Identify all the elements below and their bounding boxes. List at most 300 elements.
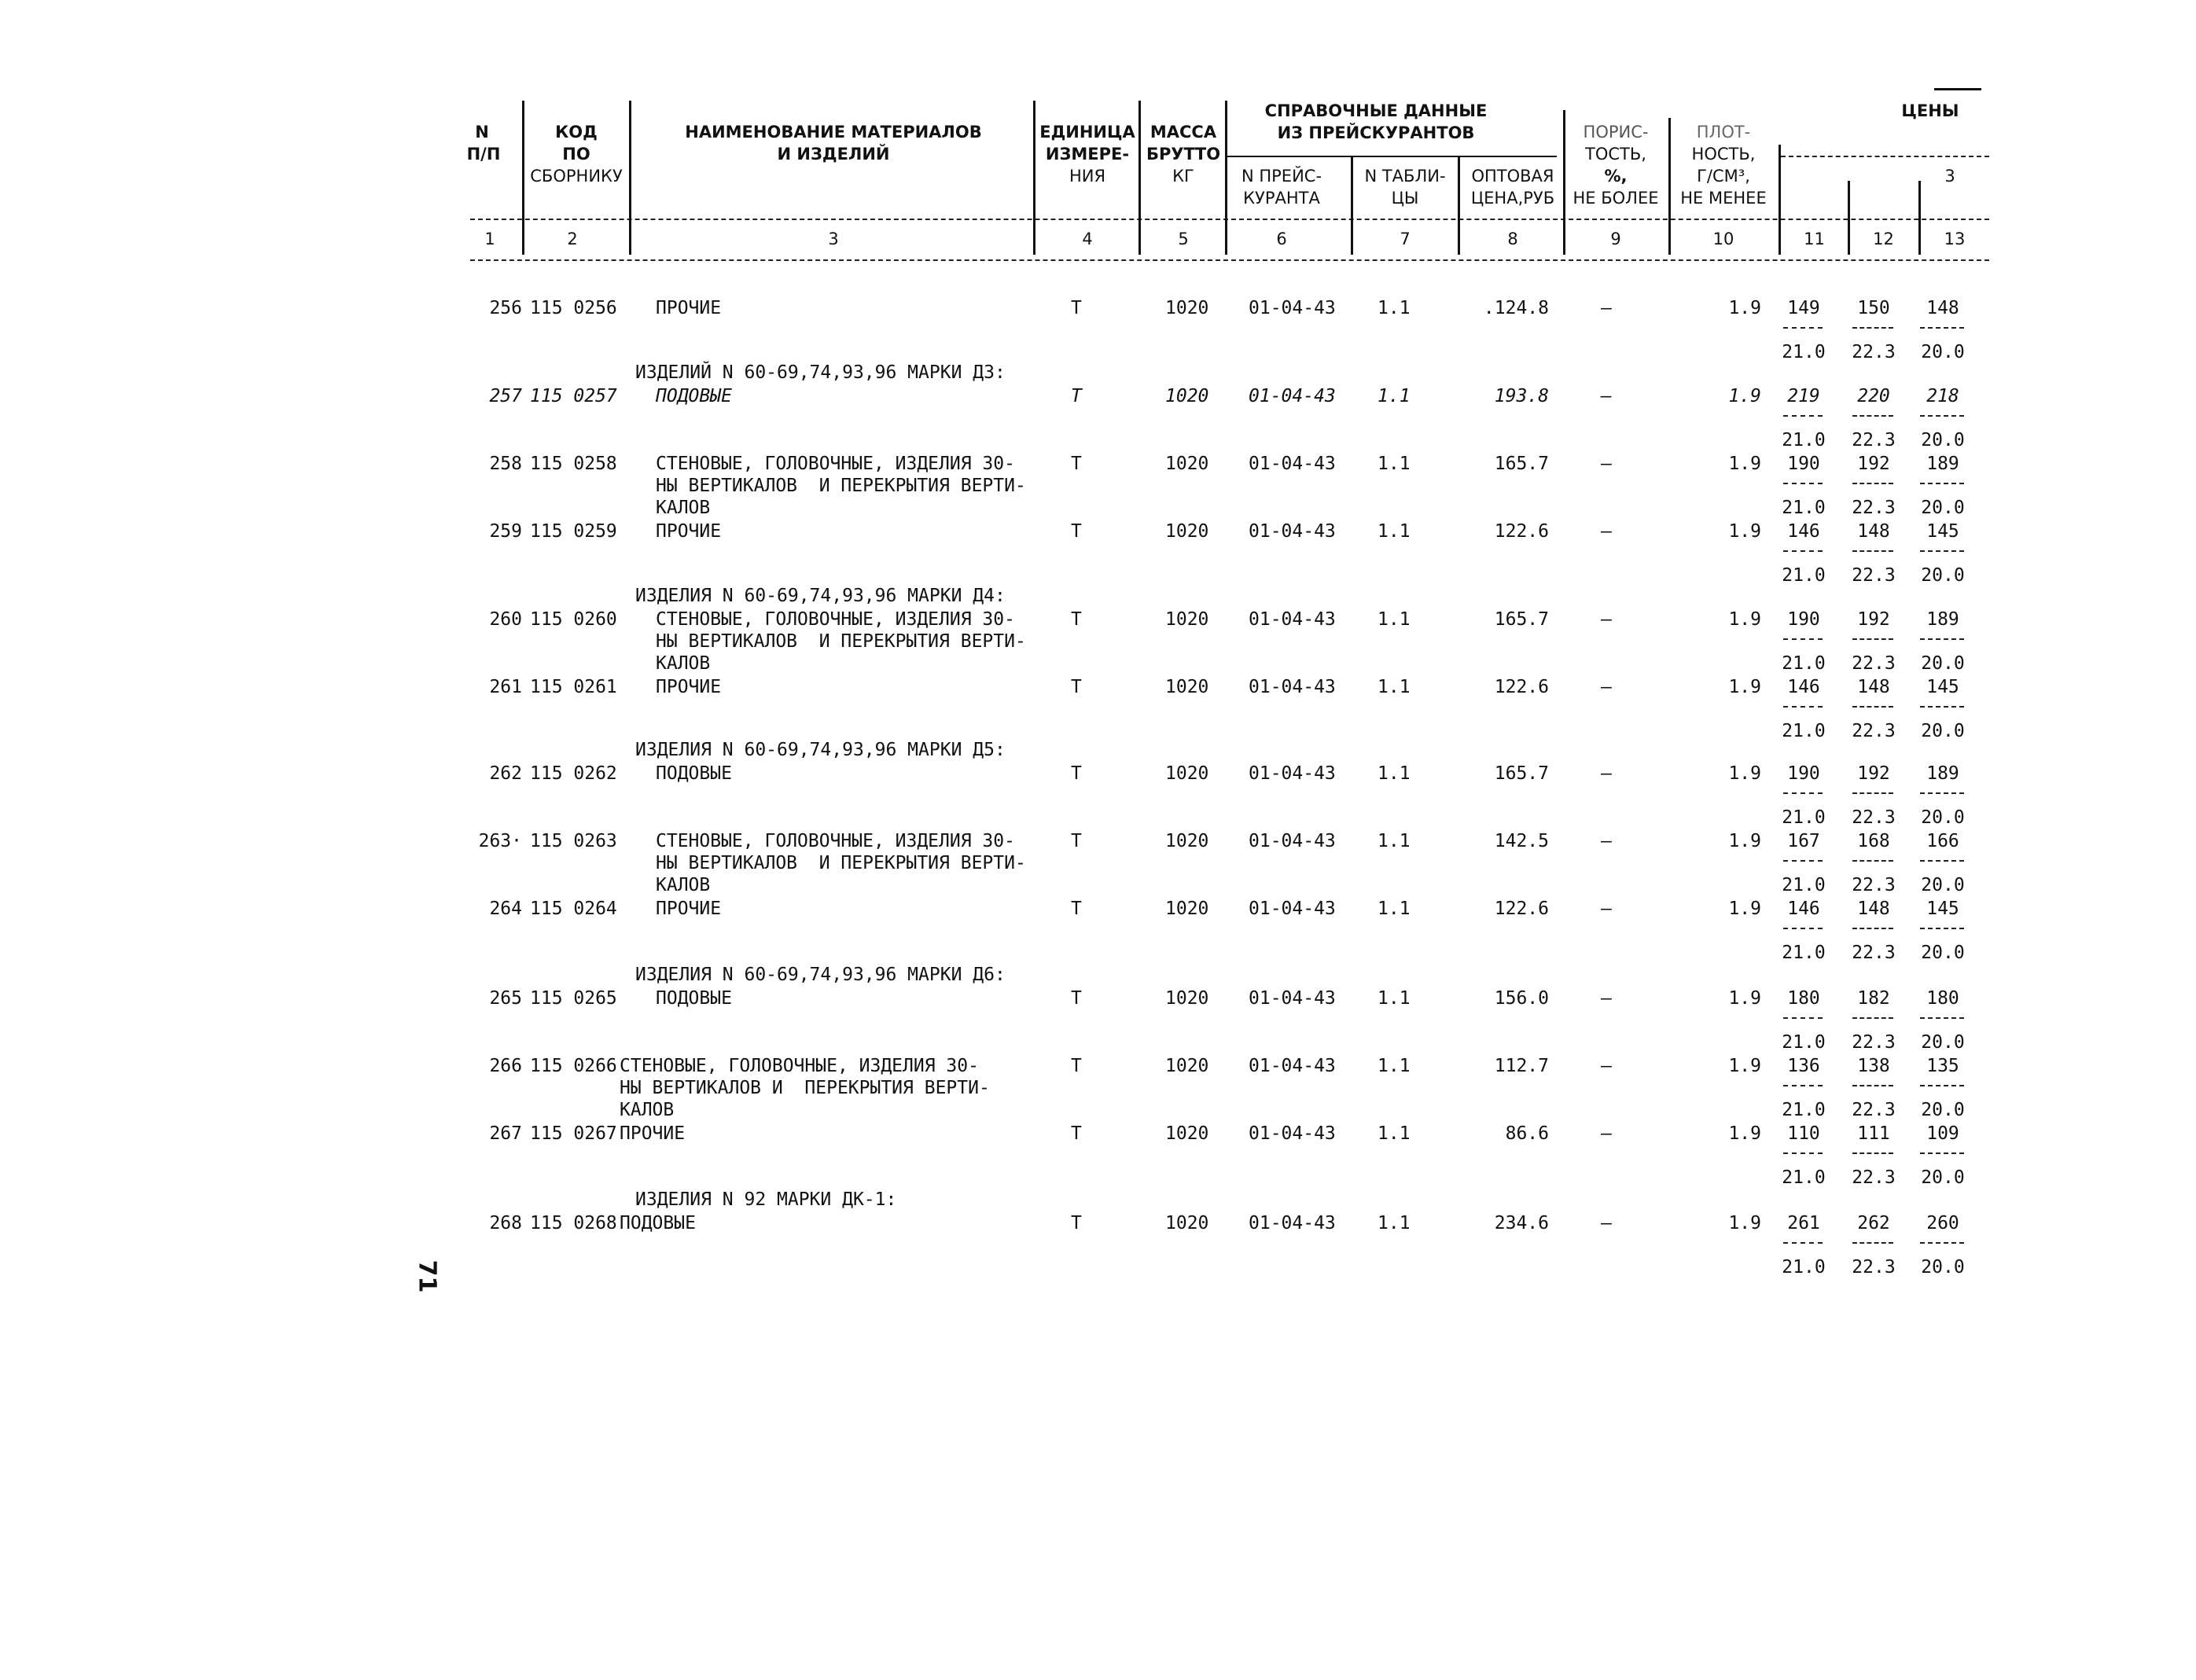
cell-mass: 1020: [1165, 1123, 1209, 1144]
vsep-9: [1668, 118, 1671, 255]
vsep-12: [1918, 181, 1921, 255]
vsep-8: [1563, 110, 1565, 255]
cell-mass: 1020: [1165, 899, 1209, 919]
cell-unit: Т: [1071, 899, 1082, 919]
cell-n: 268: [489, 1213, 522, 1233]
cell-p11: 190: [1787, 763, 1820, 784]
cell-unit: Т: [1071, 763, 1082, 784]
cell-por: –: [1601, 298, 1612, 318]
header-c8-line2: ЦЕНА,РУБ: [1470, 189, 1555, 208]
cell-code: 115 0262: [530, 763, 617, 784]
colnum-9: 9: [1610, 230, 1621, 248]
colnum-12: 12: [1873, 230, 1894, 248]
cell-q13: 20.0: [1921, 807, 1965, 828]
header-c10-line1: ПЛОТ-: [1696, 123, 1751, 142]
cell-q11: 21.0: [1782, 430, 1826, 450]
cell-dens: 1.9: [1728, 609, 1761, 630]
cell-p11: 146: [1787, 521, 1820, 542]
cell-unit: Т: [1071, 386, 1082, 406]
cell-dens: 1.9: [1728, 386, 1761, 406]
fraction-bar: [1852, 928, 1893, 929]
header-c2-line3: СБОРНИКУ: [530, 167, 623, 186]
cell-por: –: [1601, 609, 1612, 630]
cell-p12: 220: [1857, 386, 1890, 406]
cell-por: –: [1601, 521, 1612, 542]
header-c6-line1: N ПРЕЙС-: [1241, 167, 1322, 186]
cell-p12: 148: [1857, 521, 1890, 542]
cell-code: 115 0260: [530, 609, 617, 630]
cell-name-line: ПОДОВЫЕ: [656, 386, 732, 406]
fraction-bar: [1783, 928, 1823, 929]
fraction-bar: [1783, 860, 1823, 862]
cell-unit: Т: [1071, 677, 1082, 697]
fraction-bar: [1852, 706, 1893, 708]
cell-pk: 01-04-43: [1249, 831, 1336, 851]
cell-p11: 190: [1787, 609, 1820, 630]
cell-code: 115 0268: [530, 1213, 617, 1233]
cell-mass: 1020: [1165, 609, 1209, 630]
cell-name-line: НЫ ВЕРТИКАЛОВ И ПЕРЕКРЫТИЯ ВЕРТИ-: [656, 853, 1026, 873]
cell-p13: 218: [1926, 386, 1959, 406]
cell-q11: 21.0: [1782, 1032, 1826, 1053]
cell-tab: 1.1: [1378, 521, 1411, 542]
cell-dens: 1.9: [1728, 831, 1761, 851]
cell-p13: 166: [1926, 831, 1959, 851]
cell-mass: 1020: [1165, 521, 1209, 542]
cell-p11: 219: [1787, 386, 1820, 406]
cell-p13: 145: [1926, 521, 1959, 542]
cell-q13: 20.0: [1921, 875, 1965, 895]
fraction-bar: [1920, 928, 1964, 929]
cell-p11: 167: [1787, 831, 1820, 851]
cell-por: –: [1601, 831, 1612, 851]
cell-dens: 1.9: [1728, 1123, 1761, 1144]
header-c3-line2: И ИЗДЕЛИЙ: [777, 145, 890, 164]
cell-pk: 01-04-43: [1249, 386, 1336, 406]
fraction-bar: [1920, 1017, 1964, 1019]
header-c7-line2: ЦЫ: [1391, 189, 1419, 208]
cell-n: 259: [489, 521, 522, 542]
cell-tab: 1.1: [1378, 609, 1411, 630]
cell-pk: 01-04-43: [1249, 1123, 1336, 1144]
cell-name-line: ПРОЧИЕ: [620, 1123, 686, 1144]
fraction-bar: [1783, 550, 1823, 552]
cell-n: 265: [489, 988, 522, 1009]
cell-tab: 1.1: [1378, 454, 1411, 474]
vsep-1: [522, 101, 524, 255]
fraction-bar: [1852, 792, 1893, 794]
cell-mass: 1020: [1165, 298, 1209, 318]
colnum-2: 2: [567, 230, 578, 248]
cell-pk: 01-04-43: [1249, 609, 1336, 630]
cell-dens: 1.9: [1728, 521, 1761, 542]
cell-tab: 1.1: [1378, 899, 1411, 919]
header-c2-line1: КОД: [555, 123, 598, 142]
cell-name-line: ПРОЧИЕ: [656, 677, 722, 697]
cell-tab: 1.1: [1378, 386, 1411, 406]
cell-p12: 192: [1857, 609, 1890, 630]
colnum-4: 4: [1082, 230, 1093, 248]
cell-name-line: ПОДОВЫЕ: [656, 763, 732, 784]
cell-tab: 1.1: [1378, 988, 1411, 1009]
cell-q11: 21.0: [1782, 943, 1826, 963]
cell-unit: Т: [1071, 1123, 1082, 1144]
fraction-bar: [1783, 1085, 1823, 1086]
page-number: 71: [413, 1259, 441, 1293]
cell-por: –: [1601, 1056, 1612, 1076]
cell-q11: 21.0: [1782, 807, 1826, 828]
cell-q12: 22.3: [1852, 1032, 1896, 1053]
cell-name-line: НЫ ВЕРТИКАЛОВ И ПЕРЕКРЫТИЯ ВЕРТИ-: [656, 631, 1026, 652]
cell-por: –: [1601, 386, 1612, 406]
cell-dens: 1.9: [1728, 298, 1761, 318]
cell-name-line: НЫ ВЕРТИКАЛОВ И ПЕРЕКРЫТИЯ ВЕРТИ-: [620, 1078, 990, 1098]
cell-dens: 1.9: [1728, 677, 1761, 697]
group-heading: ИЗДЕЛИЯ N 92 МАРКИ ДК-1:: [635, 1189, 897, 1210]
cell-p11: 110: [1787, 1123, 1820, 1144]
cell-q13: 20.0: [1921, 653, 1965, 674]
cell-p13: 189: [1926, 763, 1959, 784]
colnum-3: 3: [828, 230, 839, 248]
cell-price: 165.7: [1494, 763, 1549, 784]
cell-dens: 1.9: [1728, 899, 1761, 919]
cell-q12: 22.3: [1852, 653, 1896, 674]
cell-code: 115 0264: [530, 899, 617, 919]
cell-n: 267: [489, 1123, 522, 1144]
cell-mass: 1020: [1165, 831, 1209, 851]
cell-q11: 21.0: [1782, 498, 1826, 518]
cell-mass: 1020: [1165, 386, 1209, 406]
cell-q12: 22.3: [1852, 721, 1896, 741]
cell-price: 142.5: [1494, 831, 1549, 851]
cell-p12: 150: [1857, 298, 1890, 318]
cell-por: –: [1601, 454, 1612, 474]
cell-pk: 01-04-43: [1249, 1213, 1336, 1233]
cell-mass: 1020: [1165, 763, 1209, 784]
colnum-5: 5: [1178, 230, 1189, 248]
fraction-bar: [1920, 550, 1964, 552]
cell-dens: 1.9: [1728, 454, 1761, 474]
cell-dens: 1.9: [1728, 1213, 1761, 1233]
cell-por: –: [1601, 1213, 1612, 1233]
cell-code: 115 0266: [530, 1056, 617, 1076]
cell-q11: 21.0: [1782, 1167, 1826, 1188]
cell-n: 262: [489, 763, 522, 784]
vsep-11: [1848, 181, 1850, 255]
cell-tab: 1.1: [1378, 831, 1411, 851]
header-prices-title: ЦЕНЫ: [1901, 101, 1959, 120]
cell-price: 122.6: [1494, 677, 1549, 697]
cell-q11: 21.0: [1782, 1100, 1826, 1120]
cell-price: 122.6: [1494, 521, 1549, 542]
cell-price: 165.7: [1494, 454, 1549, 474]
cell-code: 115 0257: [530, 386, 617, 406]
colnum-8: 8: [1507, 230, 1518, 248]
cell-pk: 01-04-43: [1249, 899, 1336, 919]
cell-tab: 1.1: [1378, 1056, 1411, 1076]
cell-pk: 01-04-43: [1249, 677, 1336, 697]
cell-p11: 190: [1787, 454, 1820, 474]
cell-p12: 192: [1857, 763, 1890, 784]
cell-n: 261: [489, 677, 522, 697]
cell-p11: 180: [1787, 988, 1820, 1009]
fraction-bar: [1783, 1152, 1823, 1154]
cell-mass: 1020: [1165, 988, 1209, 1009]
cell-name-line: НЫ ВЕРТИКАЛОВ И ПЕРЕКРЫТИЯ ВЕРТИ-: [656, 476, 1026, 496]
cell-p12: 148: [1857, 677, 1890, 697]
header-c10-line3: Г/СМ³,: [1697, 167, 1750, 186]
fraction-bar: [1783, 415, 1823, 417]
cell-dens: 1.9: [1728, 763, 1761, 784]
cell-unit: Т: [1071, 831, 1082, 851]
cell-name-line: ПРОЧИЕ: [656, 521, 722, 542]
cell-n: 263·: [478, 831, 522, 851]
colnum-7: 7: [1400, 230, 1411, 248]
cell-p11: 261: [1787, 1213, 1820, 1233]
cell-name-line: КАЛОВ: [656, 875, 711, 895]
fraction-bar: [1852, 483, 1893, 484]
cell-code: 115 0265: [530, 988, 617, 1009]
cell-q12: 22.3: [1852, 565, 1896, 586]
cell-p13: 189: [1926, 609, 1959, 630]
cell-name-line: КАЛОВ: [620, 1100, 675, 1120]
cell-price: 193.8: [1494, 386, 1549, 406]
cell-price: .124.8: [1483, 298, 1549, 318]
cell-name-line: ПОДОВЫЕ: [656, 988, 732, 1009]
header-c678-title1: СПРАВОЧНЫЕ ДАННЫЕ: [1264, 101, 1488, 120]
fraction-bar: [1783, 792, 1823, 794]
cell-por: –: [1601, 763, 1612, 784]
vsep-6: [1351, 157, 1353, 255]
cell-dens: 1.9: [1728, 1056, 1761, 1076]
header-c9-line2: ТОСТЬ,: [1585, 145, 1646, 164]
fraction-bar: [1920, 415, 1964, 417]
fraction-bar: [1783, 706, 1823, 708]
cell-q11: 21.0: [1782, 653, 1826, 674]
cell-p13: 109: [1926, 1123, 1959, 1144]
cell-q13: 20.0: [1921, 342, 1965, 362]
cell-p12: 262: [1857, 1213, 1890, 1233]
cell-p11: 146: [1787, 899, 1820, 919]
cell-code: 115 0263: [530, 831, 617, 851]
cell-pk: 01-04-43: [1249, 454, 1336, 474]
cell-pk: 01-04-43: [1249, 763, 1336, 784]
fraction-bar: [1852, 1242, 1893, 1244]
group-heading: ИЗДЕЛИЯ N 60-69,74,93,96 МАРКИ Д6:: [635, 965, 1006, 985]
cell-p11: 149: [1787, 298, 1820, 318]
header-c2-line2: ПО: [562, 145, 590, 164]
fraction-bar: [1920, 792, 1964, 794]
cell-q13: 20.0: [1921, 498, 1965, 518]
cell-mass: 1020: [1165, 1213, 1209, 1233]
cell-q11: 21.0: [1782, 875, 1826, 895]
cell-q11: 21.0: [1782, 1257, 1826, 1277]
cell-p12: 168: [1857, 831, 1890, 851]
cell-code: 115 0259: [530, 521, 617, 542]
header-c9-line3: %,: [1604, 167, 1628, 186]
fraction-bar: [1920, 706, 1964, 708]
cell-q12: 22.3: [1852, 875, 1896, 895]
cell-p12: 182: [1857, 988, 1890, 1009]
cell-tab: 1.1: [1378, 1123, 1411, 1144]
cell-name-line: СТЕНОВЫЕ, ГОЛОВОЧНЫЕ, ИЗДЕЛИЯ 30-: [656, 609, 1015, 630]
cell-q13: 20.0: [1921, 1167, 1965, 1188]
cell-dens: 1.9: [1728, 988, 1761, 1009]
fraction-bar: [1783, 638, 1823, 640]
fraction-bar: [1852, 1152, 1893, 1154]
cell-code: 115 0256: [530, 298, 617, 318]
cell-tab: 1.1: [1378, 763, 1411, 784]
fraction-bar: [1920, 327, 1964, 329]
fraction-bar: [1783, 1242, 1823, 1244]
colnum-6: 6: [1276, 230, 1287, 248]
cell-p13: 189: [1926, 454, 1959, 474]
cell-por: –: [1601, 1123, 1612, 1144]
cell-q13: 20.0: [1921, 1032, 1965, 1053]
cell-name-line: ПРОЧИЕ: [656, 899, 722, 919]
cell-pk: 01-04-43: [1249, 521, 1336, 542]
header-rule-2: [470, 259, 1989, 261]
cell-n: 257: [489, 386, 522, 406]
header-c4-line1: ЕДИНИЦА: [1039, 123, 1135, 142]
cell-q13: 20.0: [1921, 1257, 1965, 1277]
fraction-bar: [1852, 415, 1893, 417]
cell-p12: 111: [1857, 1123, 1890, 1144]
cell-q11: 21.0: [1782, 342, 1826, 362]
cell-price: 156.0: [1494, 988, 1549, 1009]
header-c8-line1: ОПТОВАЯ: [1471, 167, 1554, 186]
fraction-bar: [1920, 1242, 1964, 1244]
fraction-bar: [1920, 638, 1964, 640]
vsep-4: [1138, 101, 1141, 255]
cell-unit: Т: [1071, 521, 1082, 542]
cell-q12: 22.3: [1852, 1100, 1896, 1120]
header-c7-line1: N ТАБЛИ-: [1364, 167, 1446, 186]
cell-code: 115 0261: [530, 677, 617, 697]
cell-p11: 146: [1787, 677, 1820, 697]
cell-code: 115 0267: [530, 1123, 617, 1144]
header-sub-rule: [1227, 156, 1557, 157]
header-c6-line2: КУРАНТА: [1243, 189, 1320, 208]
cell-q12: 22.3: [1852, 498, 1896, 518]
fraction-bar: [1852, 860, 1893, 862]
fraction-bar: [1852, 638, 1893, 640]
header-c678-title2: ИЗ ПРЕЙСКУРАНТОВ: [1277, 123, 1475, 142]
fraction-bar: [1783, 483, 1823, 484]
header-c10-line2: НОСТЬ,: [1691, 145, 1756, 164]
cell-unit: Т: [1071, 1213, 1082, 1233]
cell-por: –: [1601, 988, 1612, 1009]
group-heading: ИЗДЕЛИЯ N 60-69,74,93,96 МАРКИ Д4:: [635, 586, 1006, 606]
cell-q12: 22.3: [1852, 807, 1896, 828]
cell-name-line: КАЛОВ: [656, 498, 711, 518]
cell-q12: 22.3: [1852, 430, 1896, 450]
cell-q12: 22.3: [1852, 943, 1896, 963]
header-c4-line3: НИЯ: [1069, 167, 1106, 186]
cell-pk: 01-04-43: [1249, 1056, 1336, 1076]
cell-price: 165.7: [1494, 609, 1549, 630]
header-c10-line4: НЕ МЕНЕЕ: [1680, 189, 1767, 208]
cell-n: 260: [489, 609, 522, 630]
fraction-bar: [1783, 327, 1823, 329]
header-c1-line1: N: [475, 123, 489, 142]
group-heading: ИЗДЕЛИЯ N 60-69,74,93,96 МАРКИ Д5:: [635, 740, 1006, 760]
cell-n: 258: [489, 454, 522, 474]
header-c4-line2: ИЗМЕРЕ-: [1045, 145, 1130, 164]
cell-q13: 20.0: [1921, 721, 1965, 741]
cell-tab: 1.1: [1378, 677, 1411, 697]
cell-code: 115 0258: [530, 454, 617, 474]
header-rule-1: [470, 219, 1989, 220]
colnum-13: 13: [1944, 230, 1966, 248]
cell-p12: 148: [1857, 899, 1890, 919]
vsep-10: [1779, 145, 1781, 255]
cell-p13: 135: [1926, 1056, 1959, 1076]
cell-price: 122.6: [1494, 899, 1549, 919]
cell-name-line: СТЕНОВЫЕ, ГОЛОВОЧНЫЕ, ИЗДЕЛИЯ 30-: [620, 1056, 979, 1076]
cell-mass: 1020: [1165, 1056, 1209, 1076]
vsep-7: [1458, 157, 1460, 255]
cell-por: –: [1601, 899, 1612, 919]
cell-q11: 21.0: [1782, 721, 1826, 741]
cell-tab: 1.1: [1378, 298, 1411, 318]
fraction-bar: [1852, 1017, 1893, 1019]
fraction-bar: [1852, 327, 1893, 329]
cell-p13: 148: [1926, 298, 1959, 318]
vsep-2: [629, 101, 631, 255]
cell-mass: 1020: [1165, 454, 1209, 474]
cell-pk: 01-04-43: [1249, 298, 1336, 318]
cell-p13: 145: [1926, 899, 1959, 919]
fraction-bar: [1920, 483, 1964, 484]
cell-p12: 192: [1857, 454, 1890, 474]
cell-q12: 22.3: [1852, 1257, 1896, 1277]
cell-unit: Т: [1071, 454, 1082, 474]
cell-q11: 21.0: [1782, 565, 1826, 586]
cell-p12: 138: [1857, 1056, 1890, 1076]
cell-q13: 20.0: [1921, 943, 1965, 963]
cell-name-line: КАЛОВ: [656, 653, 711, 674]
vsep-5: [1225, 101, 1227, 255]
colnum-11: 11: [1804, 230, 1825, 248]
header-c5-line3: КГ: [1172, 167, 1194, 186]
fraction-bar: [1920, 1152, 1964, 1154]
cell-price: 112.7: [1494, 1056, 1549, 1076]
header-c9-line4: НЕ БОЛЕЕ: [1573, 189, 1659, 208]
group-heading: ИЗДЕЛИЙ N 60-69,74,93,96 МАРКИ ДЗ:: [635, 362, 1006, 383]
fraction-bar: [1852, 1085, 1893, 1086]
cell-unit: Т: [1071, 298, 1082, 318]
header-c13-sub: 3: [1944, 167, 1955, 186]
cell-q13: 20.0: [1921, 430, 1965, 450]
cell-p13: 145: [1926, 677, 1959, 697]
cell-q12: 22.3: [1852, 342, 1896, 362]
cell-q13: 20.0: [1921, 1100, 1965, 1120]
cell-name-line: СТЕНОВЫЕ, ГОЛОВОЧНЫЕ, ИЗДЕЛИЯ 30-: [656, 454, 1015, 474]
cell-price: 234.6: [1494, 1213, 1549, 1233]
cell-tab: 1.1: [1378, 1213, 1411, 1233]
cell-n: 256: [489, 298, 522, 318]
header-c3-line1: НАИМЕНОВАНИЕ МАТЕРИАЛОВ: [685, 123, 982, 142]
fraction-bar: [1920, 860, 1964, 862]
cell-p13: 180: [1926, 988, 1959, 1009]
cell-q12: 22.3: [1852, 1167, 1896, 1188]
cell-unit: Т: [1071, 988, 1082, 1009]
fraction-bar: [1852, 550, 1893, 552]
cell-por: –: [1601, 677, 1612, 697]
vsep-3: [1033, 101, 1035, 255]
cell-n: 264: [489, 899, 522, 919]
